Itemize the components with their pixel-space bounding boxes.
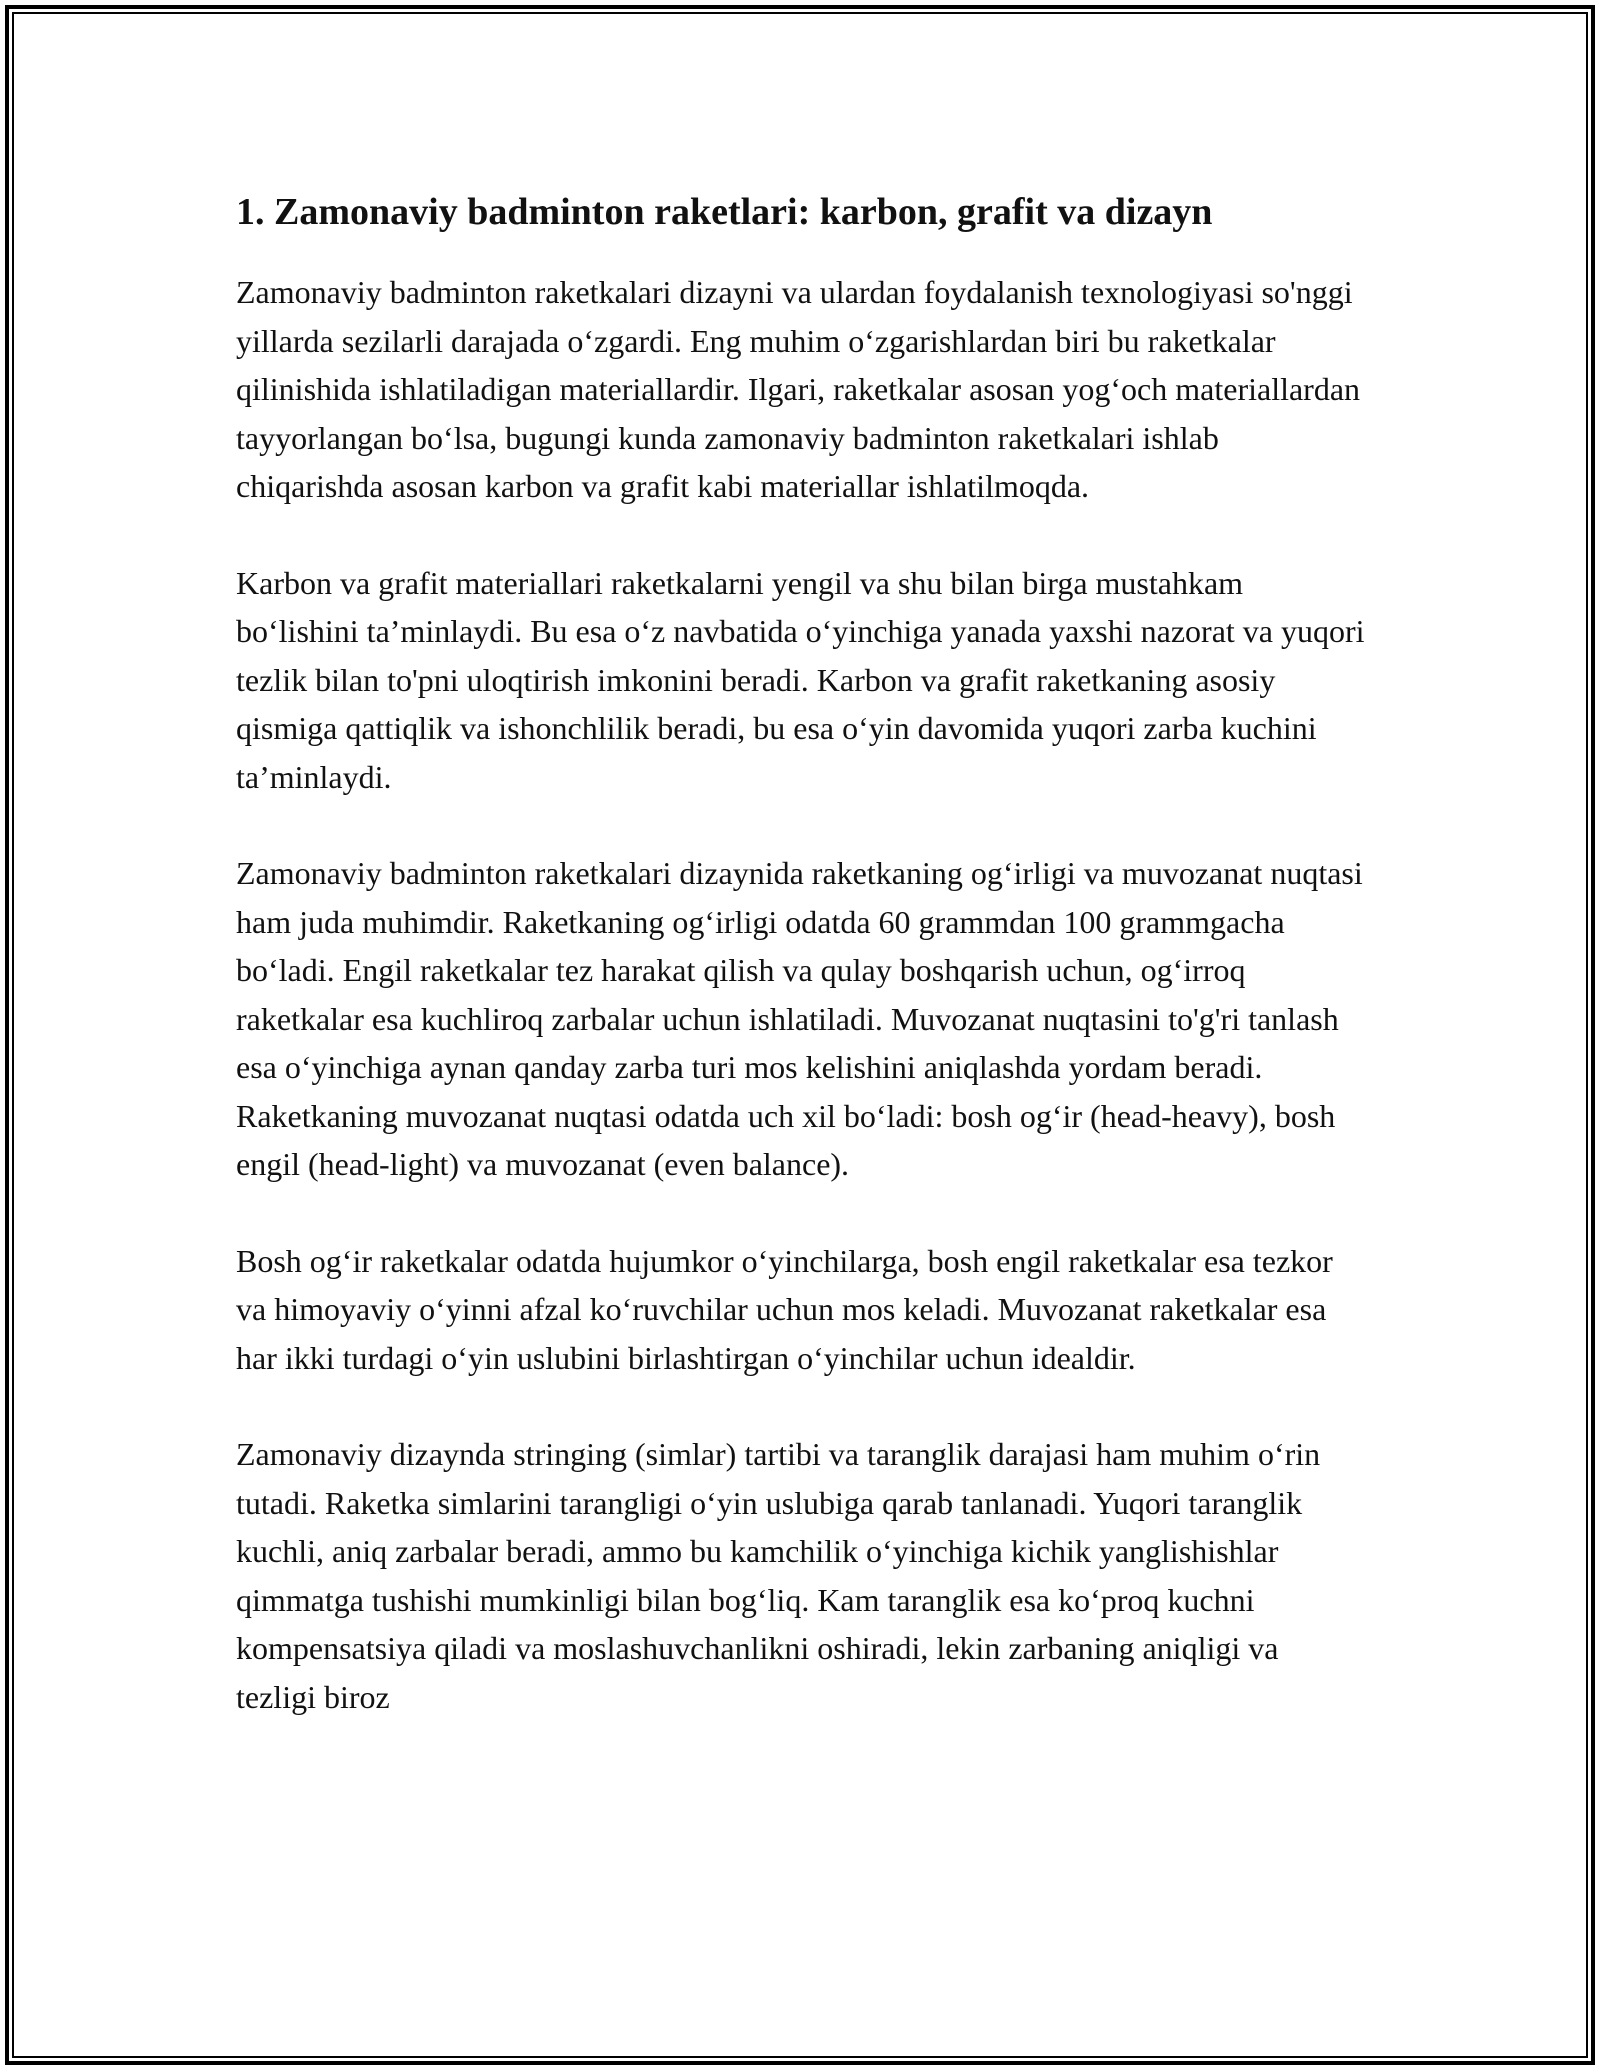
paragraph-balance-types: Bosh og‘ir raketkalar odatda hujumkor o‘yinchilarga, bosh engil raketkalar esa tezkor va himoyaviy o‘yinni afzal ko‘ruvchilar uchun mos keladi. Muvozanat raketkalar esa har ikki turdagi o‘yin uslubini birlashtirgan o‘yinchilar uchun idealdir. [236, 1242, 1333, 1376]
document-body [236, 186, 1366, 1769]
section-heading: 1. Zamonaviy badminton raketlari: karbon, grafit va dizayn [236, 191, 1213, 233]
paragraph-carbon-graphite: Karbon va grafit materiallari raketkalarni yengil va shu bilan birga mustahkam bo‘lishini ta’minlaydi. Bu esa o‘z navbatida o‘yinchiga yanada yaxshi nazorat va yuqori tezlik bilan to'pni uloqtirish imkonini beradi. Karbon va grafit raketkaning asosiy qismiga qattiqlik va ishonchlilik beradi, bu esa o‘yin davomida yuqori zarba kuchini ta’minlaydi. [236, 564, 1365, 795]
paragraph-weight-balance: Zamonaviy badminton raketkalari dizaynida raketkaning og‘irligi va muvozanat nuqtasi ham juda muhimdir. Raketkaning og‘irligi odatda 60 grammdan 100 grammgacha bo‘ladi. Engil raketkalar tez harakat qilish va qulay boshqarish uchun, og‘irroq raketkalar esa kuchliroq zarbalar uchun ishlatiladi. Muvozanat nuqtasini to'g'ri tanlash esa o‘yinchiga aynan qanday zarba turi mos kelishini aniqlashda yordam beradi. Raketkaning muvozanat nuqtasi odatda uch xil bo‘ladi: bosh og‘ir (head-heavy), bosh engil (head-light) va muvozanat (even balance). [236, 855, 1363, 1182]
paragraph-materials-intro: Zamonaviy badminton raketkalari dizayni va ulardan foydalanish texnologiyasi so'nggi yillarda sezilarli darajada o‘zgardi. Eng muhim o‘zgarishlardan biri bu raketkalar qilinishida ishlatiladigan materiallardir. Ilgari, raketkalar asosan yog‘och materiallardan tayyorlangan bo‘lsa, bugungi kunda zamonaviy badminton raketkalari ishlab chiqarishda asosan karbon va grafit kabi materiallar ishlatilmoqda. [236, 274, 1361, 504]
paragraph-stringing-tension: Zamonaviy dizaynda stringing (simlar) tartibi va taranglik darajasi ham muhim o‘rin tutadi. Raketka simlarini tarangligi o‘yin uslubiga qarab tanlanadi. Yuqori taranglik kuchli, aniq zarbalar beradi, ammo bu kamchilik o‘yinchiga kichik yanglishishlar qimmatga tushishi mumkinligi bilan bog‘liq. Kam taranglik esa ko‘proq kuchni kompensatsiya qiladi va moslashuvchanlikni oshiradi, lekin zarbaning aniqligi va tezligi biroz [236, 1436, 1321, 1715]
